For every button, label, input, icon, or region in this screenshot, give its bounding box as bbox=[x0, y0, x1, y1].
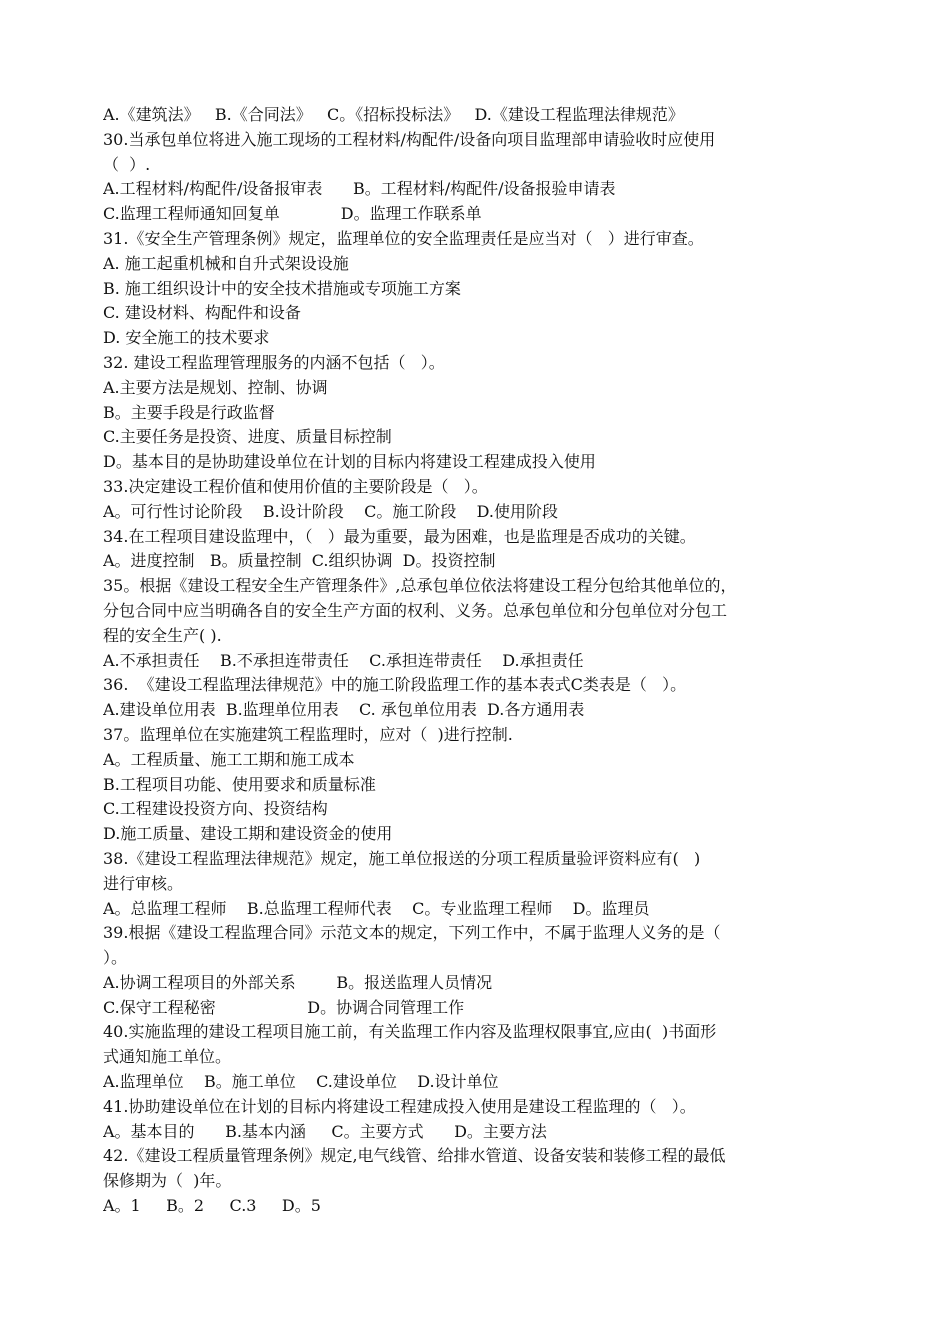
text-line: 程的安全生产( ). bbox=[103, 625, 222, 645]
text-line: A.监理单位 B。施工单位 C.建设单位 D.设计单位 bbox=[103, 1072, 499, 1092]
text-line: A。可行性讨论阶段 B.设计阶段 C。施工阶段 D.使用阶段 bbox=[103, 501, 559, 521]
text-line: D. 安全施工的技术要求 bbox=[103, 328, 270, 348]
text-line: A.协调工程项目的外部关系 B。报送监理人员情况 bbox=[103, 972, 493, 992]
text-line: 保修期为（ )年。 bbox=[103, 1171, 232, 1191]
text-line: 34.在工程项目建设监理中，（ ）最为重要，最为困难，也是监理是否成功的关键。 bbox=[103, 526, 696, 546]
text-line: 分包合同中应当明确各自的安全生产方面的权利、义务。总承包单位和分包单位对分包工 bbox=[103, 600, 728, 620]
text-line: C.监理工程师通知回复单 D。监理工作联系单 bbox=[103, 204, 482, 224]
text-line: 33.决定建设工程价值和使用价值的主要阶段是（ ）。 bbox=[103, 476, 488, 496]
text-line: B.工程项目功能、使用要求和质量标准 bbox=[103, 774, 376, 794]
text-line: 31.《安全生产管理条例》规定，监理单位的安全监理责任是应当对（ ）进行审查。 bbox=[103, 228, 704, 248]
text-line: 41.协助建设单位在计划的目标内将建设工程建成投入使用是建设工程监理的（ ）。 bbox=[103, 1096, 696, 1116]
text-line: 30.当承包单位将进入施工现场的工程材料/构配件/设备向项目监理部申请验收时应使用 bbox=[103, 129, 716, 149]
text-line: D.施工质量、建设工期和建设资金的使用 bbox=[103, 824, 393, 844]
text-line: C.工程建设投资方向、投资结构 bbox=[103, 799, 328, 819]
text-line: A。进度控制 B。质量控制 C.组织协调 D。投资控制 bbox=[103, 551, 496, 571]
document-page bbox=[103, 103, 848, 1219]
text-line: A.主要方法是规划、控制、协调 bbox=[103, 377, 328, 397]
text-line: 式通知施工单位。 bbox=[103, 1047, 232, 1067]
text-line: 35。根据《建设工程安全生产管理条件》,总承包单位依法将建设工程分包给其他单位的， bbox=[103, 576, 737, 596]
text-line: 32. 建设工程监理管理服务的内涵不包括（ ）。 bbox=[103, 352, 445, 372]
text-line: 42.《建设工程质量管理条例》规定,电气线管、给排水管道、设备安装和装修工程的最低 bbox=[103, 1146, 726, 1166]
text-line: A。总监理工程师 B.总监理工程师代表 C。专业监理工程师 D。监理员 bbox=[103, 898, 650, 918]
text-line: A.建设单位用表 B.监理单位用表 C. 承包单位用表 D.各方通用表 bbox=[103, 700, 585, 720]
text-line: A.《建筑法》 B.《合同法》 C。《招标投标法》 D.《建设工程监理法律规范》 bbox=[103, 105, 684, 124]
text-line: C.主要任务是投资、进度、质量目标控制 bbox=[103, 427, 392, 447]
text-line: A.不承担责任 B.不承担连带责任 C.承担连带责任 D.承担责任 bbox=[103, 650, 584, 670]
text-line: B. 施工组织设计中的安全技术措施或专项施工方案 bbox=[103, 278, 461, 298]
text-line: 进行审核。 bbox=[103, 873, 184, 893]
text-line: 38.《建设工程监理法律规范》规定，施工单位报送的分项工程质量验评资料应有( ) bbox=[103, 848, 701, 868]
text-line: A.工程材料/构配件/设备报审表 B。工程材料/构配件/设备报验申请表 bbox=[103, 179, 616, 199]
text-line: A。基本目的 B.基本内涵 C。主要方式 D。主要方法 bbox=[103, 1121, 547, 1141]
text-line: A。工程质量、施工工期和施工成本 bbox=[103, 749, 355, 769]
text-line: C. 建设材料、构配件和设备 bbox=[103, 303, 301, 323]
text-line: 39.根据《建设工程监理合同》示范文本的规定，下列工作中，不属于监理人义务的是（ bbox=[103, 923, 721, 943]
text-line: A。1 B。2 C.3 D。5 bbox=[103, 1196, 321, 1216]
text-line: 40.实施监理的建设工程项目施工前，有关监理工作内容及监理权限事宜,应由( )书面形 bbox=[103, 1022, 717, 1042]
text-line: A. 施工起重机械和自升式架设设施 bbox=[103, 253, 349, 273]
text-line: 37。监理单位在实施建筑工程监理时，应对（ )进行控制. bbox=[103, 724, 513, 744]
text-line: （ ）. bbox=[103, 154, 151, 174]
text-line: ）。 bbox=[103, 948, 128, 968]
text-line: C.保守工程秘密 D。协调合同管理工作 bbox=[103, 997, 465, 1017]
text-line: B。主要手段是行政监督 bbox=[103, 402, 275, 422]
text-line: 36. 《建设工程监理法律规范》中的施工阶段监理工作的基本表式C类表是（ ）。 bbox=[103, 675, 687, 695]
text-line: D。基本目的是协助建设单位在计划的目标内将建设工程建成投入使用 bbox=[103, 452, 596, 472]
